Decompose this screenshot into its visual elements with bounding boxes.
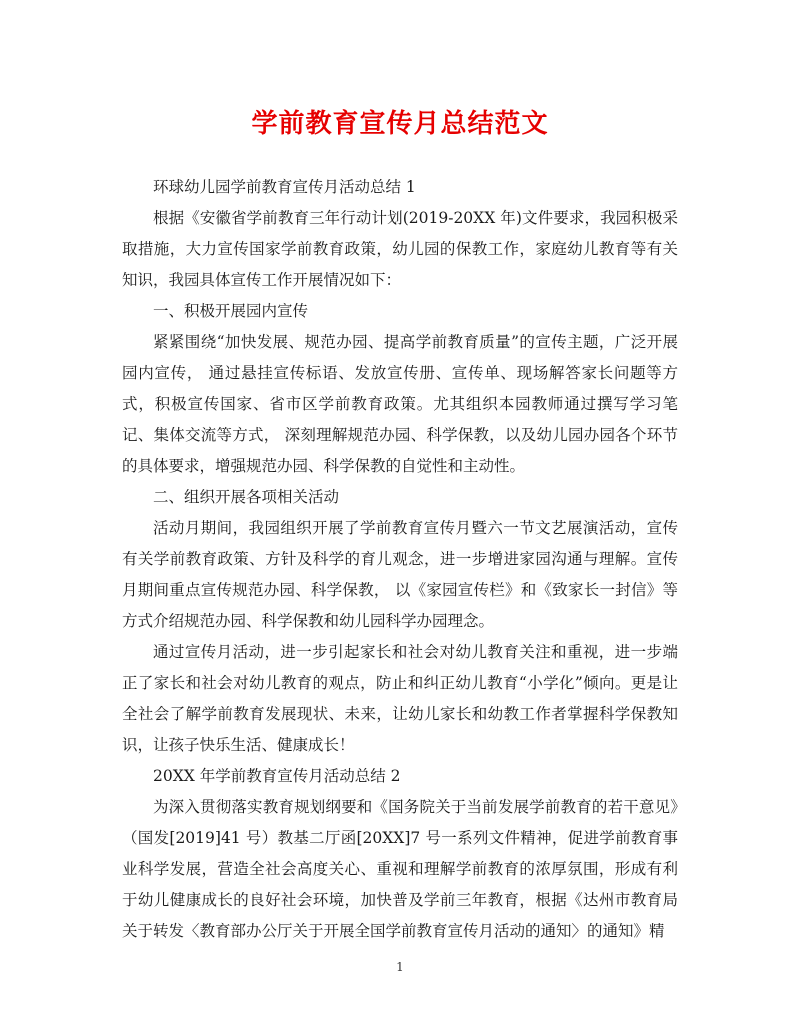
page-number: 1: [396, 960, 404, 974]
paragraph-implementation: 为深入贯彻落实教育规划纲要和《国务院关于当前发展学前教育的若干意见》（国发[2019]41 号）教基二厅函[20XX]7 号一系列文件精神，促进学前教育事业科学发展，营造全社会高度关心、重视和理解学前教育的浓厚氛围，形成有利于幼儿健康成长的良好社会环境，加快普及学前三年教育，根据《达州市教育局关于转发〈教育部办公厅关于开展全国学前教育宣传月活动的通知〉的通知》精: [122, 798, 678, 940]
section-heading-2: 20XX 年学前教育宣传月活动总结 2: [153, 767, 401, 785]
section-heading-1: 环球幼儿园学前教育宣传月活动总结 1: [153, 178, 416, 196]
paragraph-activities: 活动月期间，我园组织开展了学前教育宣传月暨六一节文艺展演活动，宣传有关学前教育政策、方针及科学的育儿观念，进一步增进家园沟通与理解。宣传月期间重点宣传规范办园、科学保教， 以《家园宣传栏》和《致家长一封信》等方式介绍规范办园、科学保教和幼儿园科学办园理念。: [122, 519, 678, 630]
subheading-1: 一、积极开展园内宣传: [153, 302, 309, 320]
paragraph-results: 通过宣传月活动，进一步引起家长和社会对幼儿教育关注和重视，进一步端正了家长和社会对幼儿教育的观点，防止和纠正幼儿教育“小学化”倾向。更是让全社会了解学前教育发展现状、未来，让幼儿家长和幼教工作者掌握科学保教知识，让孩子快乐生活、健康成长！: [122, 643, 678, 754]
paragraph-intro: 根据《安徽省学前教育三年行动计划(2019-20XX 年)文件要求，我园积极采取措施，大力宣传国家学前教育政策，幼儿园的保教工作，家庭幼儿教育等有关知识，我园具体宣传工作开展情况如下：: [122, 209, 678, 289]
document-body: [122, 172, 678, 947]
subheading-2: 二、组织开展各项相关活动: [153, 488, 340, 506]
document-title: 学前教育宣传月总结范文: [251, 109, 549, 139]
paragraph-campus-publicity: 紧紧围绕“加快发展、规范办园、提高学前教育质量”的宣传主题，广泛开展园内宣传， 通过悬挂宣传标语、发放宣传册、宣传单、现场解答家长问题等方式，积极宣传国家、省市区学前教育政策。尤其组织本园教师通过撰写学习笔记、集体交流等方式， 深刻理解规范办园、科学保教，以及幼儿园办园各个环节的具体要求，增强规范办园、科学保教的自觉性和主动性。: [122, 333, 678, 475]
